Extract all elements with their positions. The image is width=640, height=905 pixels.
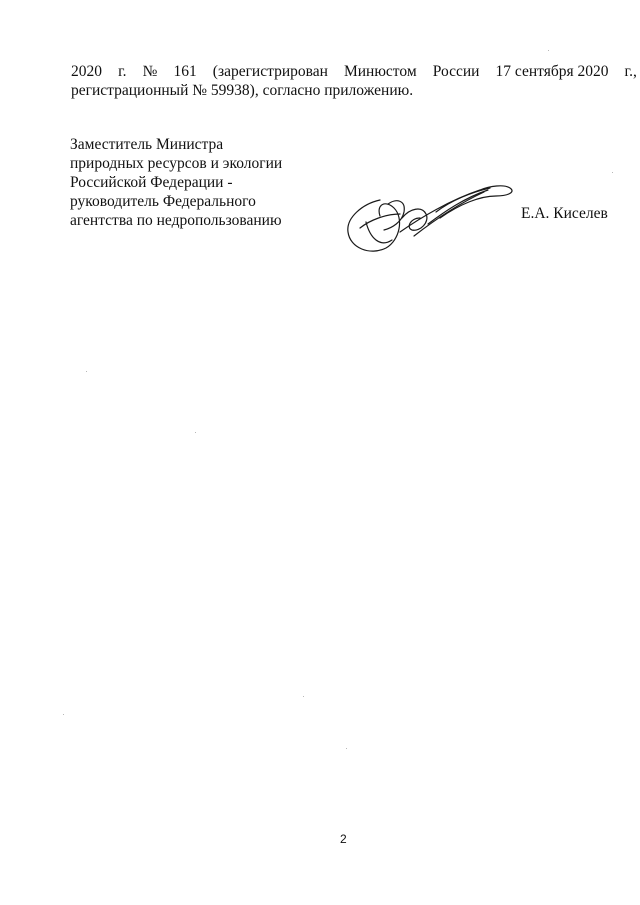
- signer-position-line: Заместитель Министра: [70, 136, 224, 153]
- signer-position-line: руководитель Федерального: [70, 193, 256, 210]
- signer-name: Е.А. Киселев: [521, 205, 608, 222]
- page-number: 2: [340, 832, 347, 846]
- word: Минюстом: [343, 63, 417, 80]
- handwritten-signature: [340, 178, 530, 260]
- scan-speck: [548, 50, 549, 51]
- word: г.: [118, 63, 127, 80]
- scan-speck: [63, 714, 64, 715]
- word: г.,: [624, 63, 637, 80]
- body-text-line-1: [71, 62, 637, 82]
- word: 161: [173, 63, 197, 80]
- word: России: [432, 63, 480, 80]
- word: 17 сентября 2020: [495, 63, 609, 80]
- word: №: [142, 63, 158, 80]
- signer-position-line: природных ресурсов и экологии: [70, 155, 283, 172]
- scan-speck: [612, 172, 613, 173]
- signer-position-line: агентства по недропользованию: [70, 212, 282, 229]
- scan-speck: [195, 432, 196, 433]
- word: 2020: [71, 63, 102, 80]
- body-text-line-2: регистрационный № 59938), согласно приложению.: [71, 82, 414, 99]
- signer-position: [70, 135, 282, 230]
- scan-speck: [86, 371, 87, 372]
- scan-speck: [346, 748, 347, 749]
- signer-position-line: Российской Федерации -: [70, 174, 233, 191]
- scan-speck: [303, 696, 304, 697]
- word: (зарегистрирован: [212, 63, 328, 80]
